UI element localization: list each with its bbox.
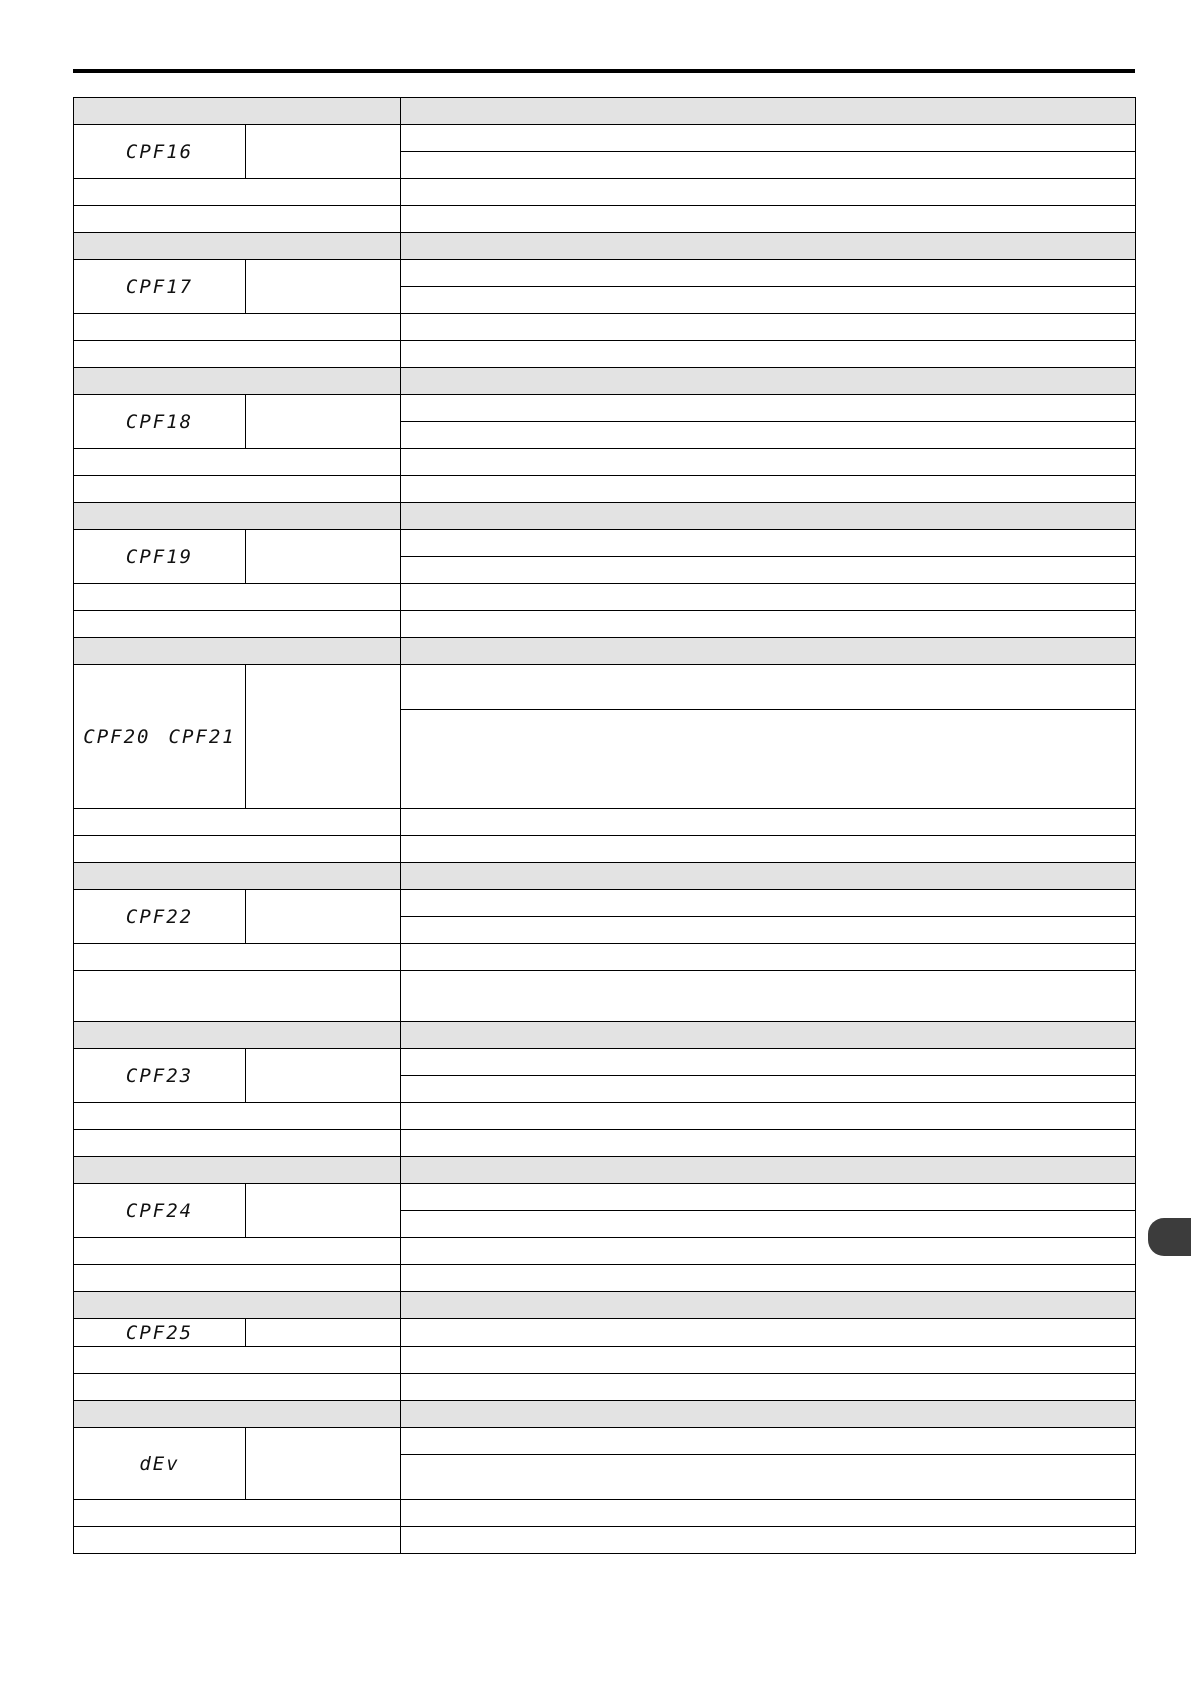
fault-name-cell [246, 1049, 401, 1103]
cause-header-row [74, 449, 1136, 476]
cause-row [74, 1130, 1136, 1157]
fault-header-row [74, 1401, 1136, 1428]
fault-description-cell [401, 710, 1136, 809]
fault-code-row [74, 1184, 1136, 1211]
fault-code-display: CPF22 [125, 905, 194, 928]
fault-code-cell [74, 1184, 246, 1238]
fault-header-row [74, 863, 1136, 890]
fault-code-display: dEv [139, 1452, 180, 1475]
fault-code-display: CPF16 [125, 140, 194, 163]
fault-code-cell [74, 260, 246, 314]
fault-code-cell [74, 125, 246, 179]
cause-header-row [74, 944, 1136, 971]
fault-description-cell [401, 557, 1136, 584]
fault-description-cell [401, 1076, 1136, 1103]
fault-code-cell [74, 1428, 246, 1500]
fault-description-cell [401, 1184, 1136, 1211]
fault-description-cell [401, 1049, 1136, 1076]
fault-header-row [74, 368, 1136, 395]
fault-header-row [74, 1157, 1136, 1184]
fault-code-row [74, 395, 1136, 422]
cause-row [74, 341, 1136, 368]
fault-header-row [74, 1292, 1136, 1319]
fault-name-cell [246, 395, 401, 449]
fault-header-row [74, 638, 1136, 665]
fault-name-cell [246, 665, 401, 809]
fault-code-row [74, 1428, 1136, 1455]
cause-row [74, 971, 1136, 1022]
fault-description-cell [401, 917, 1136, 944]
fault-code-cell [74, 1049, 246, 1103]
fault-code-display: CPF19 [125, 545, 194, 568]
cause-header-row [74, 1347, 1136, 1374]
fault-name-cell [246, 530, 401, 584]
fault-header-row [74, 1022, 1136, 1049]
fault-name-cell [246, 1319, 401, 1347]
cause-header-row [74, 1500, 1136, 1527]
fault-description-cell [401, 1455, 1136, 1500]
cause-row [74, 611, 1136, 638]
cause-row [74, 206, 1136, 233]
fault-code-row [74, 125, 1136, 152]
fault-description-cell [401, 152, 1136, 179]
cause-row [74, 1374, 1136, 1401]
fault-code-row [74, 1049, 1136, 1076]
fault-code-cell [74, 890, 246, 944]
cause-header-row [74, 809, 1136, 836]
fault-code-cell [74, 665, 246, 809]
fault-description-cell [401, 422, 1136, 449]
fault-code-display: CPF18 [125, 410, 194, 433]
fault-name-cell [246, 1428, 401, 1500]
cause-row [74, 1265, 1136, 1292]
fault-code-row [74, 665, 1136, 710]
fault-description-cell [401, 1211, 1136, 1238]
cause-row [74, 1527, 1136, 1554]
fault-code-display: CPF24 [125, 1199, 194, 1222]
fault-code-display: CPF23 [125, 1064, 194, 1087]
chapter-tab [1148, 1218, 1191, 1256]
fault-code-row [74, 260, 1136, 287]
cause-header-row [74, 584, 1136, 611]
fault-code-cell [74, 1319, 246, 1347]
fault-code-display: CPF21 [168, 725, 236, 748]
fault-description-cell [401, 1428, 1136, 1455]
fault-code-display: CPF25 [125, 1321, 194, 1344]
fault-description-cell [401, 125, 1136, 152]
fault-code-cell [74, 395, 246, 449]
fault-table [73, 97, 1136, 1554]
fault-description-cell [401, 530, 1136, 557]
fault-code-display: CPF20 [83, 725, 151, 748]
fault-description-cell [401, 395, 1136, 422]
cause-header-row [74, 179, 1136, 206]
fault-name-cell [246, 125, 401, 179]
cause-row [74, 836, 1136, 863]
fault-name-cell [246, 1184, 401, 1238]
fault-header-row [74, 233, 1136, 260]
fault-code-row [74, 890, 1136, 917]
fault-description-cell [401, 890, 1136, 917]
header-rule [73, 69, 1135, 73]
fault-code-row [74, 530, 1136, 557]
fault-code-display: CPF17 [125, 275, 194, 298]
fault-description-cell [401, 287, 1136, 314]
cause-row [74, 476, 1136, 503]
cause-header-row [74, 1103, 1136, 1130]
fault-description-cell [401, 1319, 1136, 1347]
fault-code-row [74, 1319, 1136, 1347]
fault-header-row [74, 98, 1136, 125]
fault-description-cell [401, 260, 1136, 287]
fault-name-cell [246, 890, 401, 944]
cause-header-row [74, 1238, 1136, 1265]
cause-header-row [74, 314, 1136, 341]
fault-description-cell [401, 665, 1136, 710]
fault-name-cell [246, 260, 401, 314]
fault-header-row [74, 503, 1136, 530]
fault-code-cell [74, 530, 246, 584]
